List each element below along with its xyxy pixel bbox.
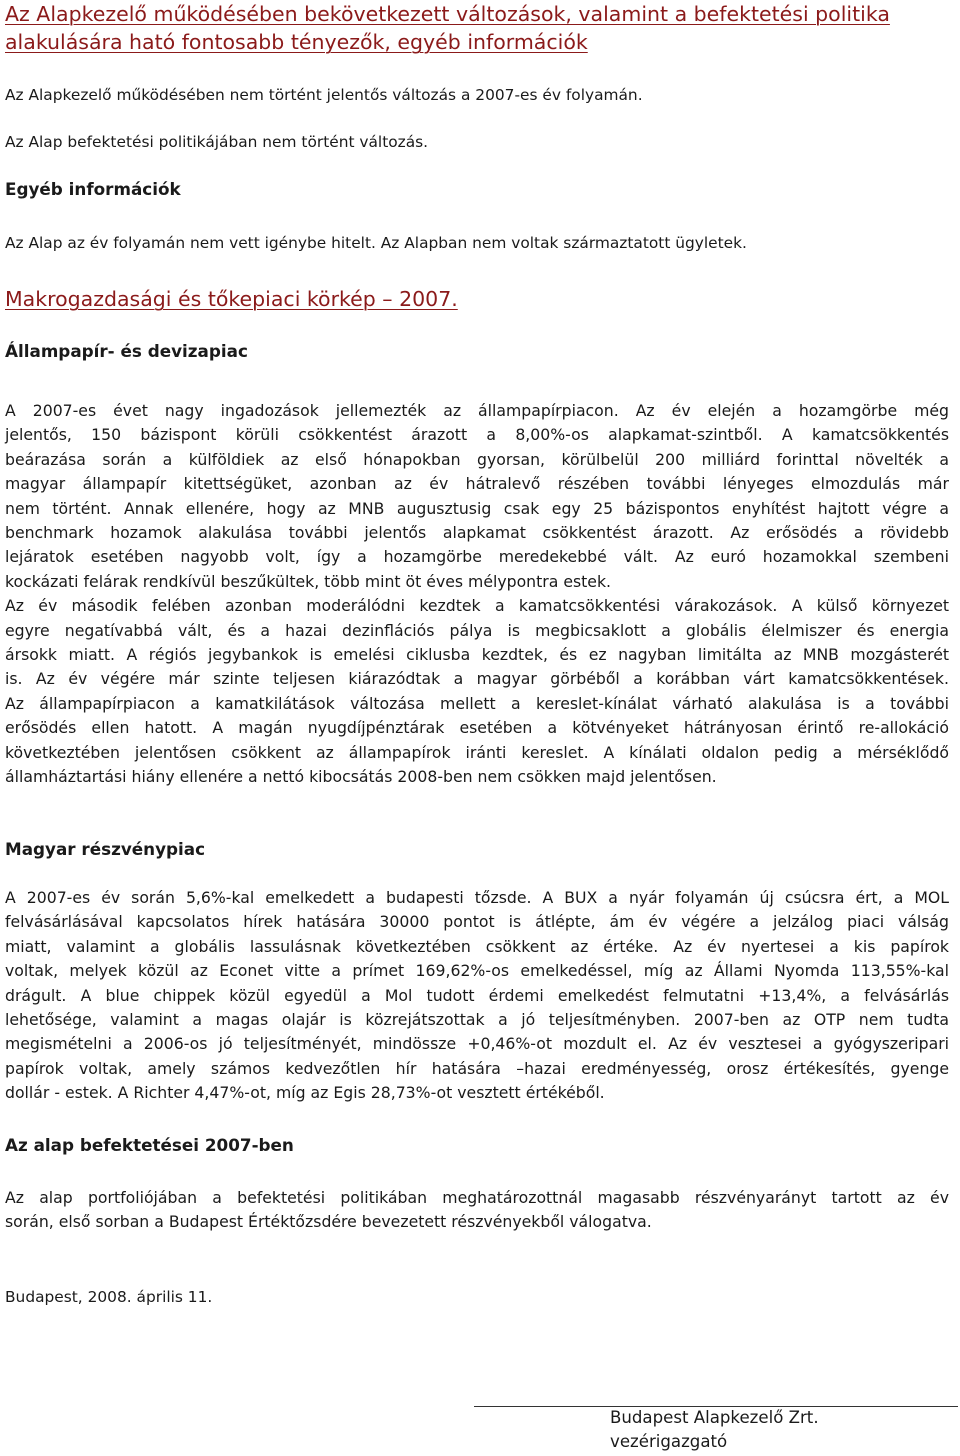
equities-line: miatt, valamint a globális lassulásnak következtében csökkent az értéke. Az év nyertesei a kis papírok — [5, 936, 949, 956]
bonds-paragraph — [5, 399, 949, 790]
equities-line: megismételni a 2006-os jó teljesítményét, mindössze +0,46%-ot mozdult el. Az év vesztesei a gyógyszeripari — [5, 1034, 949, 1054]
equities-line: papírok voltak, amely számos kedvezőtlen hír hatására –hazai eredményesség, orosz értékesítés, gyenge — [5, 1058, 949, 1078]
other-info-heading: Egyéb információk — [5, 179, 181, 199]
macro-heading: Makrogazdasági és tőkepiaci körkép – 2007. — [5, 287, 458, 311]
bonds-line: kockázati felárak rendkívül beszűkültek, több mint öt éves mélypontra estek. — [5, 571, 612, 591]
intro-paragraph-2: Az Alap befektetési politikájában nem történt változás. — [5, 133, 429, 151]
bonds-line: nem történt. Annak ellenére, hogy az MNB augusztusig csak egy 25 bázispontos enyhítést hajtott végre a — [5, 498, 949, 518]
bonds-line: Az állampapírpiacon a kamatkilátások változása mellett a kereslet-kínálat várható alakulása is a további — [5, 693, 949, 713]
bonds-line: államháztartási hiány ellenére a nettó kibocsátás 2008-ben nem csökken majd jelentősen. — [5, 767, 717, 787]
bonds-line: is. Az év végére már szinte teljesen kiárazódtak a magyar görbéből a korábban várt kamatcsökkentések. — [5, 669, 949, 689]
intro-paragraph-1: Az Alapkezelő működésében nem történt jelentős változás a 2007-es év folyamán. — [5, 86, 643, 104]
bonds-line: lejáratok esetében nagyobb volt, így a hozamgörbe meredekebbé vált. Az euró hozamokkal szembeni — [5, 547, 949, 567]
equities-line: A 2007-es év során 5,6%-kal emelkedett a budapesti tőzsde. A BUX a nyár folyamán új csúcsra ért, a MOL — [5, 888, 949, 907]
place-date: Budapest, 2008. április 11. — [5, 1288, 213, 1306]
bonds-line: beárazása során a külföldiek az első hónapokban gyorsan, körülbelül 200 milliárd forinttal növelték a — [5, 449, 949, 469]
bonds-line: erősödés ellen hatott. A magán nyugdíjpénztárak esetében a kötvényeket hátrányosan érintő re-allokáció — [5, 718, 949, 738]
fund-heading: Az alap befektetései 2007-ben — [5, 1135, 294, 1155]
bonds-line: egyre negatívabbá vált, és a hazai dezinflációs pálya is megbicsaklott a globális élelmiszer és energia — [5, 620, 949, 640]
fund-line: során, első sorban a Budapest Értéktőzsdére bevezetett részvényekből válogatva. — [5, 1212, 652, 1232]
other-info-text: Az Alap az év folyamán nem vett igénybe hitelt. Az Alapban nem voltak származtatott ügyletek. — [5, 234, 747, 252]
bonds-line: benchmark hozamok alakulása további jelentős alapkamat csökkentést árazott. Az erősödés a rövidebb — [5, 523, 949, 543]
bonds-heading: Állampapír- és devizapiac — [5, 341, 248, 361]
signer-organization: Budapest Alapkezelő Zrt. — [610, 1408, 819, 1427]
equities-heading: Magyar részvénypiac — [5, 839, 206, 859]
bonds-line: A 2007-es évet nagy ingadozások jellemezték az állampapírpiacon. Az év elején a hozamgörbe még — [5, 401, 949, 420]
report-section-title-line-2: alakulására ható fontosabb tényezők, egyéb információk — [5, 30, 588, 54]
bonds-line: magyar állampapír kitettségüket, azonban az év hátralevő részében további lényeges elmozdulás már — [5, 474, 949, 494]
signer-title: vezérigazgató — [610, 1432, 728, 1451]
bonds-line: ársokk miatt. A régiós jegybankok is emelési ciklusba kezdtek, és ez nagyban limitálta az MNB mozgásterét — [5, 645, 949, 665]
equities-line: dollár - estek. A Richter 4,47%-ot, míg az Egis 28,73%-ot vesztett értékéből. — [5, 1083, 605, 1103]
equities-line: felvásárlásával kapcsolatos hírek hatására 30000 pontot is átlépte, ám év végére a jelzálog piaci válság — [5, 912, 949, 932]
equities-line: voltak, melyek közül az Econet vitte a prímet 169,62%-os emelkedéssel, míg az Állami Nyomda 113,55%-kal — [5, 961, 949, 981]
bonds-line: Az év második felében azonban moderálódni kezdtek a kamatcsökkentési várakozások. A külső környezet — [5, 596, 949, 616]
report-section-title — [5, 0, 960, 56]
equities-line: drágult. A blue chippek közül egyedül a Mol tudott érdemi emelkedést felmutatni +13,4%, a felvásárlás — [5, 985, 949, 1005]
equities-line: lehetősége, valamint a magas olajár is közrejátszottak a jó teljesítményben. 2007-ben az OTP nem tudta — [5, 1010, 949, 1030]
bonds-line: következtében jelentősen csökkent az állampapírok iránti kereslet. A kínálati oldalon pedig a mérséklődő — [5, 742, 949, 762]
equities-paragraph — [5, 886, 949, 1106]
fund-paragraph — [5, 1186, 949, 1235]
fund-line: Az alap portfoliójában a befektetési politikában meghatározottnál magasabb részvényarányt tartott az év — [5, 1188, 949, 1207]
report-section-title-line-1: Az Alapkezelő működésében bekövetkezett változások, valamint a befektetési politika — [5, 2, 890, 26]
bonds-line: jelentős, 150 bázispont körüli csökkentést árazott a 8,00%-os alapkamat-szintből. A kamatcsökkentés — [5, 425, 949, 445]
